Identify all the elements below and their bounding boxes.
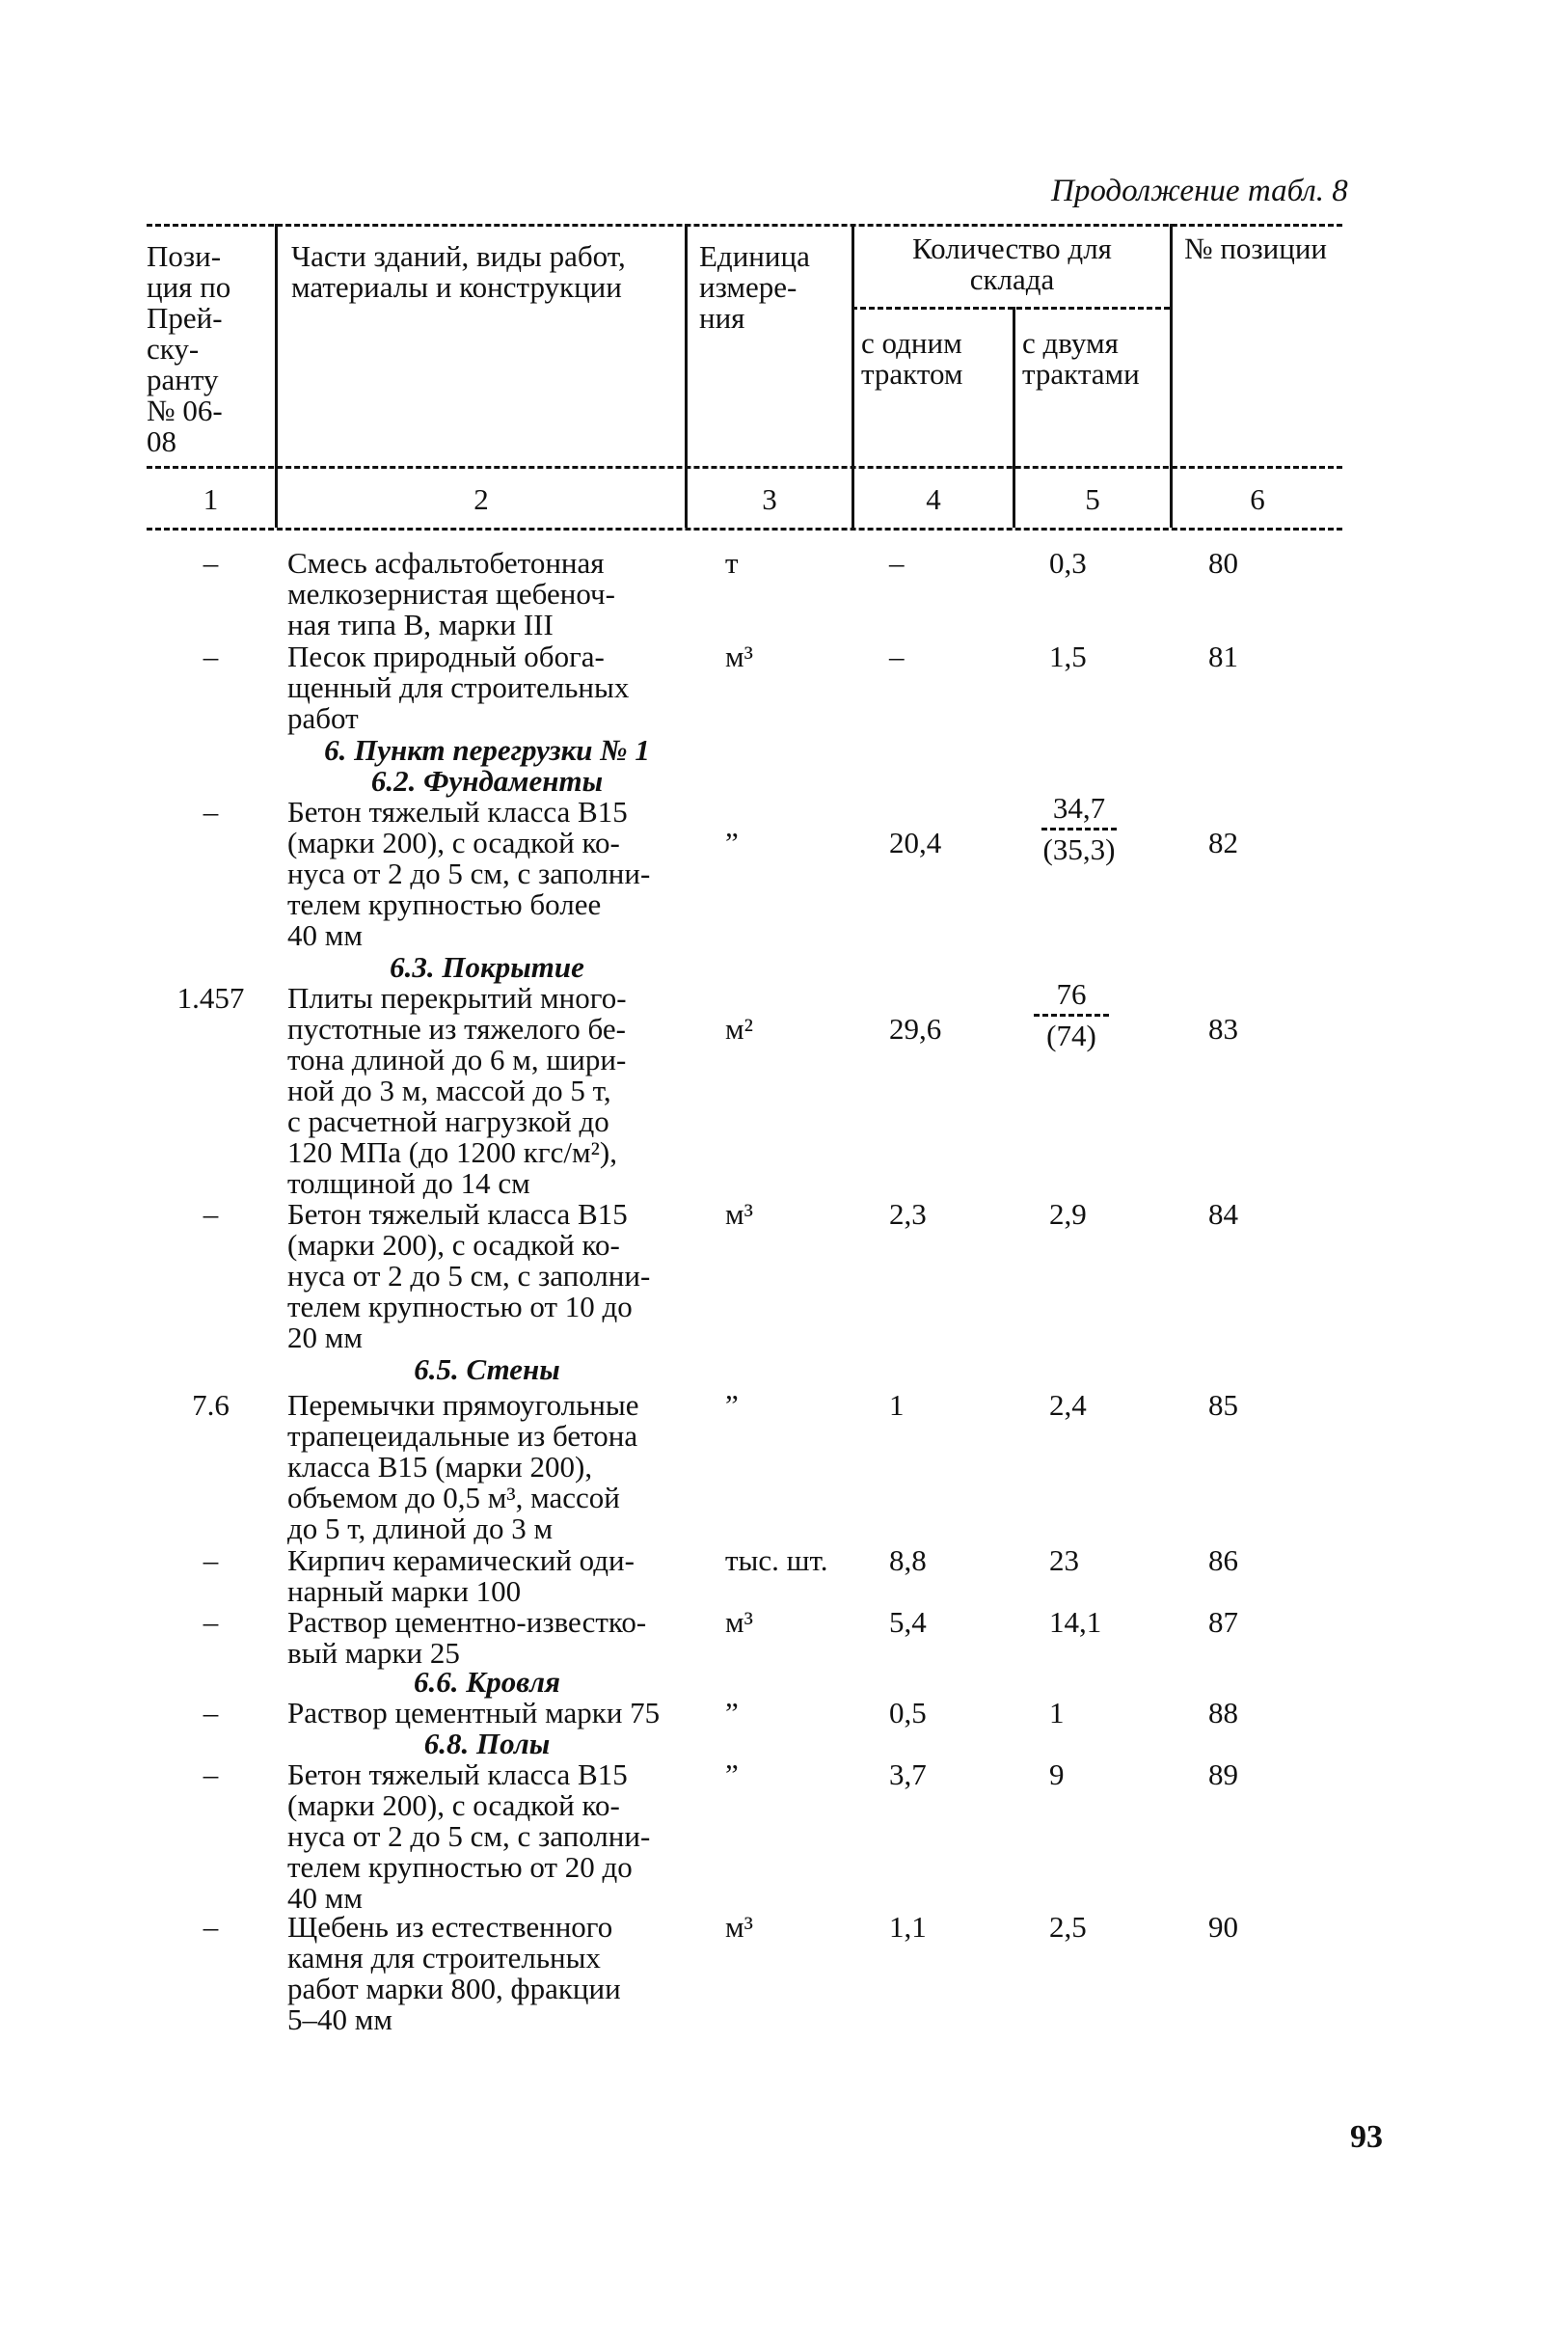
row-82-pos: – <box>203 795 219 829</box>
section-6-6-heading: 6.6. Кровля <box>413 1665 560 1699</box>
header-col4: с одним трактом <box>861 326 963 391</box>
row-83-q1: 29,6 <box>889 1012 942 1046</box>
row-84-num: 84 <box>1208 1197 1238 1231</box>
row-85-desc: Перемычки прямоугольные трапецеидальные из бетона класса В15 (марки 200), объемом до 0,5 м³, массой до 5 т, длиной до 3 м <box>287 1388 639 1545</box>
table-caption: Продолжение табл. 8 <box>1051 174 1348 208</box>
col-divider-5 <box>1170 224 1173 528</box>
row-83-num: 83 <box>1208 1012 1238 1046</box>
row-90-unit: м³ <box>725 1910 753 1944</box>
col-number-6: 6 <box>1250 482 1265 516</box>
group-header-rule <box>852 307 1170 310</box>
row-81-q2: 1,5 <box>1049 640 1087 673</box>
row-83-unit: м² <box>725 1012 753 1046</box>
row-84-q1: 2,3 <box>889 1197 927 1231</box>
row-89-q1: 3,7 <box>889 1757 927 1791</box>
col-number-5: 5 <box>1085 482 1100 516</box>
row-88-num: 88 <box>1208 1696 1238 1729</box>
row-87-q2: 14,1 <box>1049 1605 1102 1639</box>
col-number-3: 3 <box>762 482 777 516</box>
row-89-unit: ” <box>725 1757 739 1791</box>
row-82-q2-top: 34,7 <box>1052 791 1106 825</box>
row-82-num: 82 <box>1208 826 1238 859</box>
row-85-q1: 1 <box>889 1388 905 1422</box>
row-86-desc: Кирпич керамический оди- нарный марки 100 <box>287 1543 635 1608</box>
col-numbers-bottom-rule <box>147 528 1342 531</box>
row-82-q2-fraction <box>1026 793 1132 865</box>
row-80-q2: 0,3 <box>1049 546 1087 580</box>
row-83-desc: Плиты перекрытий много- пустотные из тяжелого бе- тона длиной до 6 м, шири- ной до 3 м, массой до 5 т, с расчетной нагрузкой до 120 МПа (до 1200 кгс/м²), толщиной до 14 см <box>287 981 627 1200</box>
row-89-num: 89 <box>1208 1757 1238 1791</box>
row-85-unit: ” <box>725 1388 739 1422</box>
row-85-pos: 7.6 <box>192 1388 230 1422</box>
header-quantity-group: Количество для склада <box>912 231 1112 296</box>
row-90-q1: 1,1 <box>889 1910 927 1944</box>
section-6-heading: 6. Пункт перегрузки № 1 <box>324 733 650 767</box>
col-number-1: 1 <box>203 482 219 516</box>
row-85-q2: 2,4 <box>1049 1388 1087 1422</box>
row-80-desc: Смесь асфальтобетонная мелкозернистая щебеноч- ная типа В, марки III <box>287 546 615 641</box>
row-83-q2-top: 76 <box>1056 977 1087 1011</box>
row-82-desc: Бетон тяжелый класса В15 (марки 200), с осадкой ко- нуса от 2 до 5 см, с заполни- телем крупностью более 40 мм <box>287 795 651 952</box>
row-90-desc: Щебень из естественного камня для строительных работ марки 800, фракции 5–40 мм <box>287 1910 621 2036</box>
header-bottom-rule <box>147 466 1342 469</box>
col-divider-2 <box>685 224 688 528</box>
row-80-pos: – <box>203 546 219 580</box>
row-88-q1: 0,5 <box>889 1696 927 1729</box>
row-84-unit: м³ <box>725 1197 753 1231</box>
row-83-q2-bottom: (74) <box>1046 1019 1096 1052</box>
row-90-num: 90 <box>1208 1910 1238 1944</box>
row-82-q1: 20,4 <box>889 826 942 859</box>
row-81-pos: – <box>203 640 219 673</box>
row-89-q2: 9 <box>1049 1757 1065 1791</box>
header-col3: Единица измере- ния <box>699 239 810 335</box>
row-88-q2: 1 <box>1049 1696 1065 1729</box>
row-83-q2-fraction <box>1018 979 1124 1051</box>
page-number: 93 <box>1350 2119 1383 2155</box>
section-6-8-heading: 6.8. Полы <box>423 1727 551 1760</box>
section-6-3-heading: 6.3. Покрытие <box>390 950 584 984</box>
row-88-desc: Раствор цементный марки 75 <box>287 1696 661 1729</box>
row-87-num: 87 <box>1208 1605 1238 1639</box>
row-89-desc: Бетон тяжелый класса В15 (марки 200), с осадкой ко- нуса от 2 до 5 см, с заполни- телем крупностью от 20 до 40 мм <box>287 1757 651 1915</box>
row-81-num: 81 <box>1208 640 1238 673</box>
row-86-num: 86 <box>1208 1543 1238 1577</box>
col-number-4: 4 <box>926 482 941 516</box>
row-80-unit: т <box>725 546 739 580</box>
col-number-2: 2 <box>473 482 489 516</box>
row-86-unit: тыс. шт. <box>725 1543 828 1577</box>
row-81-desc: Песок природный обога- щенный для строительных работ <box>287 640 630 735</box>
row-82-q2-bottom: (35,3) <box>1042 832 1116 866</box>
row-87-unit: м³ <box>725 1605 753 1639</box>
row-88-pos: – <box>203 1696 219 1729</box>
row-86-q1: 8,8 <box>889 1543 927 1577</box>
row-87-desc: Раствор цементно-известко- вый марки 25 <box>287 1605 647 1670</box>
col-divider-1 <box>275 224 278 528</box>
header-col2: Части зданий, виды работ, материалы и конструкции <box>291 239 626 304</box>
row-84-pos: – <box>203 1197 219 1231</box>
row-86-q2: 23 <box>1049 1543 1079 1577</box>
row-84-q2: 2,9 <box>1049 1197 1087 1231</box>
row-80-num: 80 <box>1208 546 1238 580</box>
header-col1: Пози- ция по Прей- ску- ранту № 06- 08 <box>147 239 231 458</box>
row-82-unit: ” <box>725 826 739 859</box>
row-84-desc: Бетон тяжелый класса В15 (марки 200), с осадкой ко- нуса от 2 до 5 см, с заполни- телем крупностью от 10 до 20 мм <box>287 1197 651 1354</box>
row-90-q2: 2,5 <box>1049 1910 1087 1944</box>
row-88-unit: ” <box>725 1696 739 1729</box>
row-87-q1: 5,4 <box>889 1605 927 1639</box>
row-90-pos: – <box>203 1910 219 1944</box>
section-6-5-heading: 6.5. Стены <box>414 1352 560 1386</box>
row-87-pos: – <box>203 1605 219 1639</box>
header-col5: с двумя трактами <box>1022 326 1140 391</box>
row-85-num: 85 <box>1208 1388 1238 1422</box>
header-col6: № позиции <box>1184 231 1328 265</box>
row-83-pos: 1.457 <box>176 981 245 1015</box>
row-81-q1: – <box>889 640 905 673</box>
section-6-2-heading: 6.2. Фундаменты <box>370 764 604 798</box>
row-86-pos: – <box>203 1543 219 1577</box>
row-81-unit: м³ <box>725 640 753 673</box>
table-top-rule <box>147 224 1342 227</box>
row-80-q1: – <box>889 546 905 580</box>
row-89-pos: – <box>203 1757 219 1791</box>
